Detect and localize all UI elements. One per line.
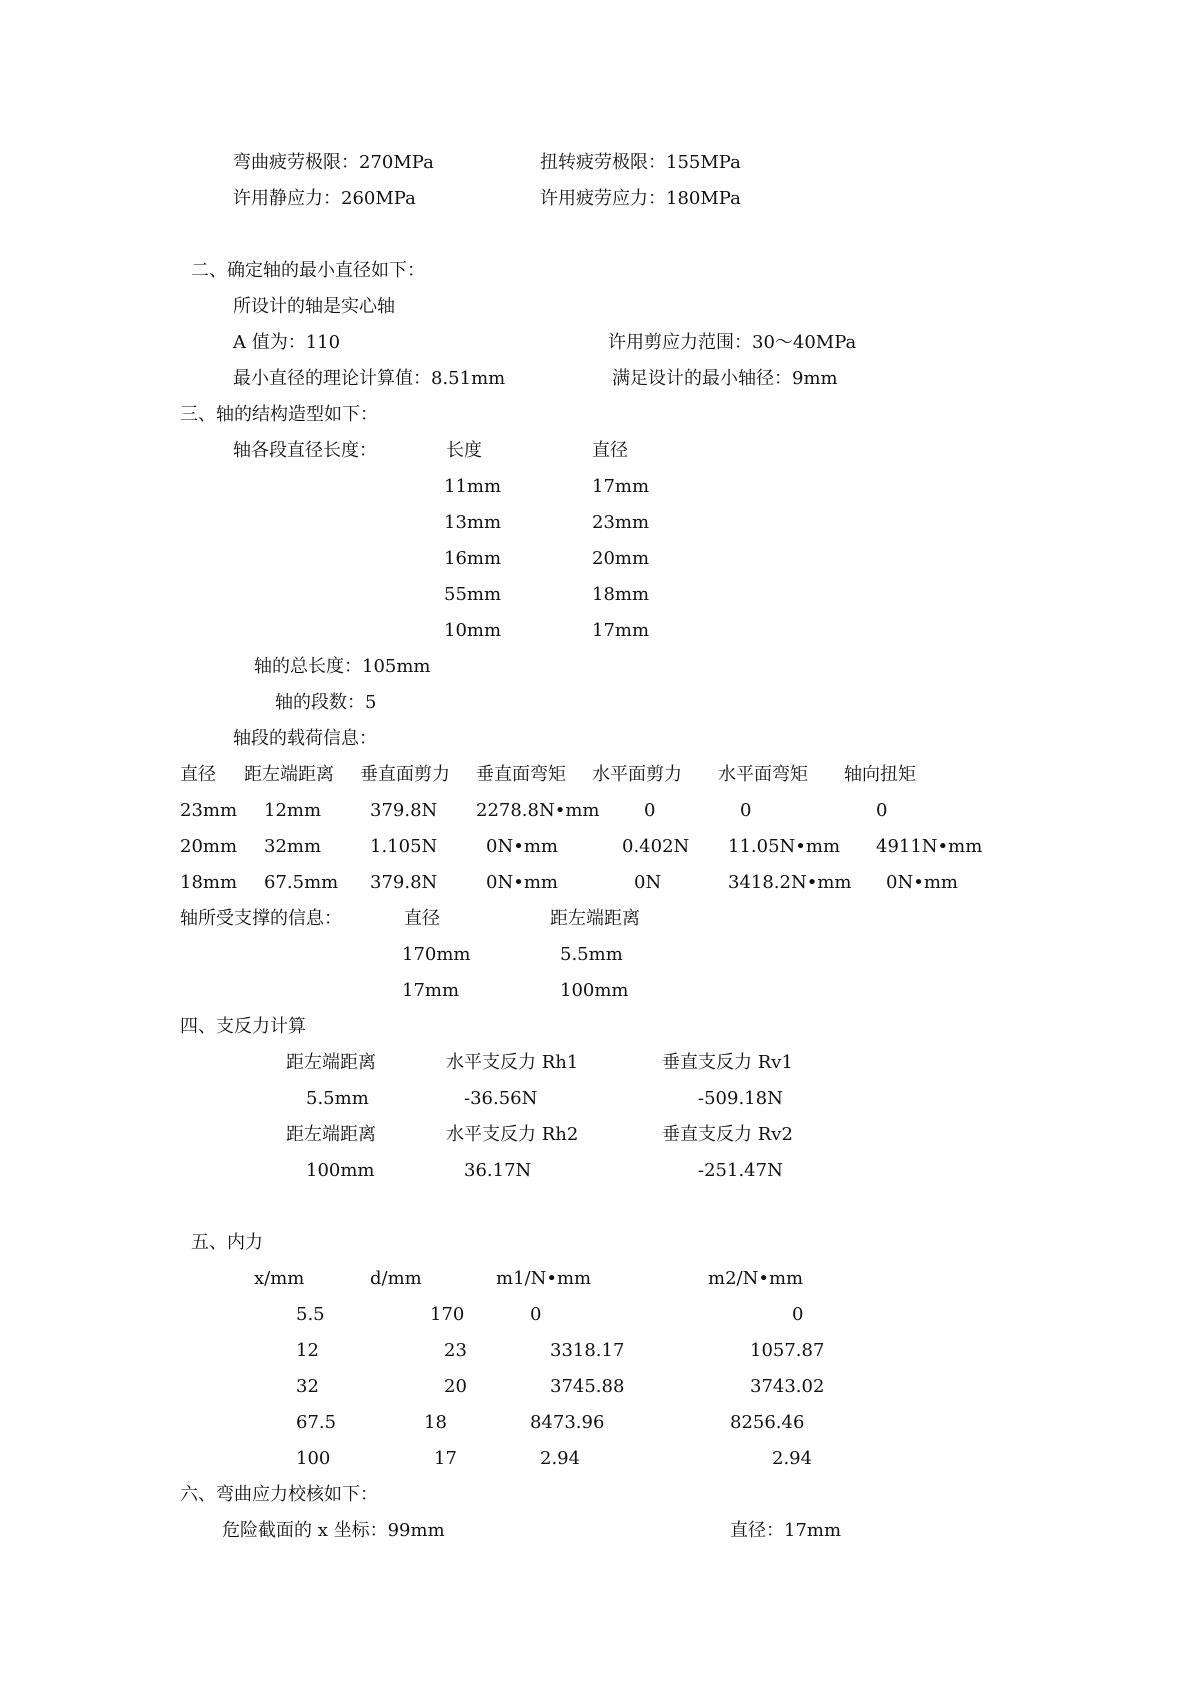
load-cell: 20mm	[180, 836, 238, 857]
internal-force-cell: 32	[296, 1376, 319, 1397]
segment-length: 11mm	[444, 476, 502, 497]
segment-diameter: 17mm	[592, 476, 650, 497]
internal-force-cell: 17	[434, 1448, 457, 1469]
support-header-distance: 距左端距离	[550, 908, 640, 929]
load-cell: 0N•mm	[486, 872, 558, 893]
internal-force-header: d/mm	[370, 1268, 422, 1289]
internal-force-cell: 0	[792, 1304, 804, 1325]
torsion-fatigue-limit: 扭转疲劳极限：155MPa	[540, 152, 741, 173]
section-2-heading: 二、确定轴的最小直径如下：	[191, 260, 425, 281]
load-cell: 0N•mm	[486, 836, 558, 857]
shear-stress-range: 许用剪应力范围：30～40MPa	[608, 332, 857, 353]
solid-shaft-text: 所设计的轴是实心轴	[233, 296, 395, 317]
internal-force-cell: 8256.46	[730, 1412, 805, 1433]
load-cell: 1.105N	[370, 836, 438, 857]
load-cell: 4911N•mm	[876, 836, 983, 857]
total-length: 轴的总长度：105mm	[254, 656, 431, 677]
segment-length: 16mm	[444, 548, 502, 569]
internal-force-cell: 8473.96	[530, 1412, 605, 1433]
reaction-header: 距左端距离	[286, 1124, 376, 1145]
segment-length: 55mm	[444, 584, 502, 605]
load-header-diameter: 直径	[180, 764, 216, 785]
internal-force-cell: 3318.17	[550, 1340, 625, 1361]
internal-force-cell: 100	[296, 1448, 331, 1469]
segment-length: 13mm	[444, 512, 502, 533]
internal-force-cell: 18	[424, 1412, 447, 1433]
load-cell: 0	[740, 800, 752, 821]
support-info-label: 轴所受支撑的信息：	[180, 908, 342, 929]
internal-force-header: m2/N•mm	[708, 1268, 804, 1289]
reaction-value: -36.56N	[464, 1088, 538, 1109]
load-cell: 18mm	[180, 872, 238, 893]
load-cell: 3418.2N•mm	[728, 872, 852, 893]
a-value: A 值为：110	[233, 332, 341, 353]
load-cell: 2278.8N•mm	[476, 800, 600, 821]
segment-diameter-header: 直径	[592, 440, 628, 461]
support-cell: 100mm	[560, 980, 629, 1001]
theoretical-min-diameter: 最小直径的理论计算值：8.51mm	[233, 368, 506, 389]
load-header-distance: 距左端距离	[244, 764, 334, 785]
section-4-heading: 四、支反力计算	[180, 1016, 306, 1037]
load-cell: 11.05N•mm	[728, 836, 841, 857]
danger-section-diameter: 直径：17mm	[730, 1520, 842, 1541]
segment-count: 轴的段数：5	[275, 692, 377, 713]
load-cell: 12mm	[264, 800, 322, 821]
segments-label: 轴各段直径长度：	[233, 440, 377, 461]
internal-force-cell: 2.94	[540, 1448, 581, 1469]
load-header-vertical-shear: 垂直面剪力	[360, 764, 450, 785]
load-header-axial-torque: 轴向扭矩	[844, 764, 916, 785]
load-header-horizontal-shear: 水平面剪力	[592, 764, 682, 785]
load-cell: 32mm	[264, 836, 322, 857]
internal-force-cell: 12	[296, 1340, 319, 1361]
section-3-heading: 三、轴的结构造型如下：	[180, 404, 378, 425]
internal-force-cell: 3743.02	[750, 1376, 825, 1397]
reaction-header: 距左端距离	[286, 1052, 376, 1073]
load-header-horizontal-moment: 水平面弯矩	[718, 764, 808, 785]
internal-force-cell: 5.5	[296, 1304, 325, 1325]
load-info-label: 轴段的载荷信息：	[233, 728, 377, 749]
reaction-value: -251.47N	[698, 1160, 783, 1181]
internal-force-cell: 0	[530, 1304, 542, 1325]
internal-force-cell: 20	[444, 1376, 467, 1397]
segment-length-header: 长度	[446, 440, 482, 461]
load-cell: 0N•mm	[886, 872, 958, 893]
design-min-diameter: 满足设计的最小轴径：9mm	[612, 368, 838, 389]
load-cell: 379.8N	[370, 872, 438, 893]
support-cell: 170mm	[402, 944, 471, 965]
internal-force-cell: 1057.87	[750, 1340, 825, 1361]
reaction-header: 垂直支反力 Rv2	[662, 1124, 793, 1145]
reaction-header: 水平支反力 Rh1	[446, 1052, 579, 1073]
internal-force-header: m1/N•mm	[496, 1268, 592, 1289]
segment-diameter: 17mm	[592, 620, 650, 641]
load-cell: 0N	[634, 872, 662, 893]
allowable-static-stress: 许用静应力：260MPa	[233, 188, 416, 209]
reaction-value: -509.18N	[698, 1088, 783, 1109]
internal-force-cell: 170	[430, 1304, 465, 1325]
section-6-heading: 六、弯曲应力校核如下：	[180, 1484, 378, 1505]
load-cell: 67.5mm	[264, 872, 339, 893]
reaction-value: 5.5mm	[306, 1088, 369, 1109]
section-5-heading: 五、内力	[191, 1232, 263, 1253]
load-header-vertical-moment: 垂直面弯矩	[476, 764, 566, 785]
segment-diameter: 18mm	[592, 584, 650, 605]
allowable-fatigue-stress: 许用疲劳应力：180MPa	[540, 188, 741, 209]
support-header-diameter: 直径	[404, 908, 440, 929]
segment-diameter: 23mm	[592, 512, 650, 533]
support-cell: 17mm	[402, 980, 460, 1001]
internal-force-cell: 67.5	[296, 1412, 337, 1433]
internal-force-cell: 2.94	[772, 1448, 813, 1469]
load-cell: 0.402N	[622, 836, 690, 857]
reaction-value: 36.17N	[464, 1160, 532, 1181]
load-cell: 379.8N	[370, 800, 438, 821]
internal-force-cell: 3745.88	[550, 1376, 625, 1397]
segment-length: 10mm	[444, 620, 502, 641]
load-cell: 23mm	[180, 800, 238, 821]
support-cell: 5.5mm	[560, 944, 623, 965]
internal-force-cell: 23	[444, 1340, 467, 1361]
reaction-value: 100mm	[306, 1160, 375, 1181]
internal-force-header: x/mm	[254, 1268, 305, 1289]
load-cell: 0	[644, 800, 656, 821]
danger-section-x: 危险截面的 x 坐标：99mm	[222, 1520, 445, 1541]
reaction-header: 水平支反力 Rh2	[446, 1124, 579, 1145]
reaction-header: 垂直支反力 Rv1	[662, 1052, 793, 1073]
bend-fatigue-limit: 弯曲疲劳极限：270MPa	[233, 152, 434, 173]
segment-diameter: 20mm	[592, 548, 650, 569]
load-cell: 0	[876, 800, 888, 821]
